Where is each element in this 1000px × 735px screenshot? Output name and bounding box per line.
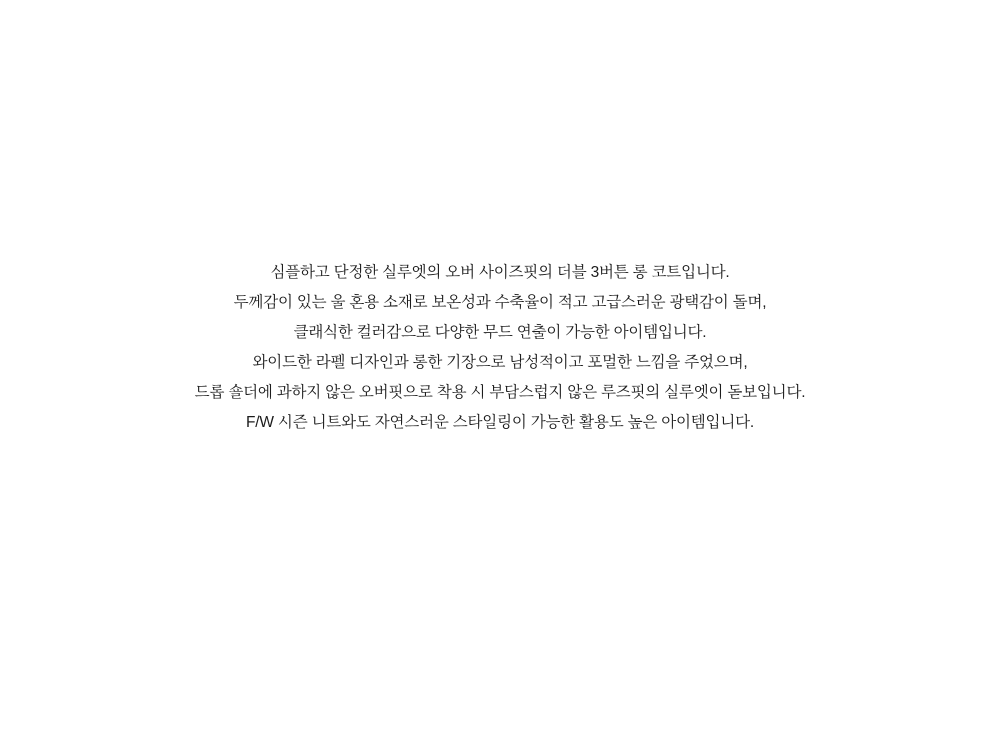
description-line-6: F/W 시즌 니트와도 자연스러운 스타일링이 가능한 활용도 높은 아이템입니다. [246, 414, 754, 431]
description-line-2: 두께감이 있는 울 혼용 소재로 보온성과 수축율이 적고 고급스러운 광택감이 돌며, [233, 294, 767, 311]
description-line-4: 와이드한 라펠 디자인과 롱한 기장으로 남성적이고 포멀한 느낌을 주었으며, [252, 354, 748, 371]
description-line-3: 클래식한 컬러감으로 다양한 무드 연출이 가능한 아이템입니다. [293, 324, 707, 341]
description-line-5: 드롭 숄더에 과하지 않은 오버핏으로 착용 시 부담스럽지 않은 루즈핏의 실루엣이 돋보입니다. [194, 384, 806, 401]
description-line-1: 심플하고 단정한 실루엣의 오버 사이즈핏의 더블 3버튼 롱 코트입니다. [270, 264, 730, 281]
description-text-block [0, 258, 1000, 438]
